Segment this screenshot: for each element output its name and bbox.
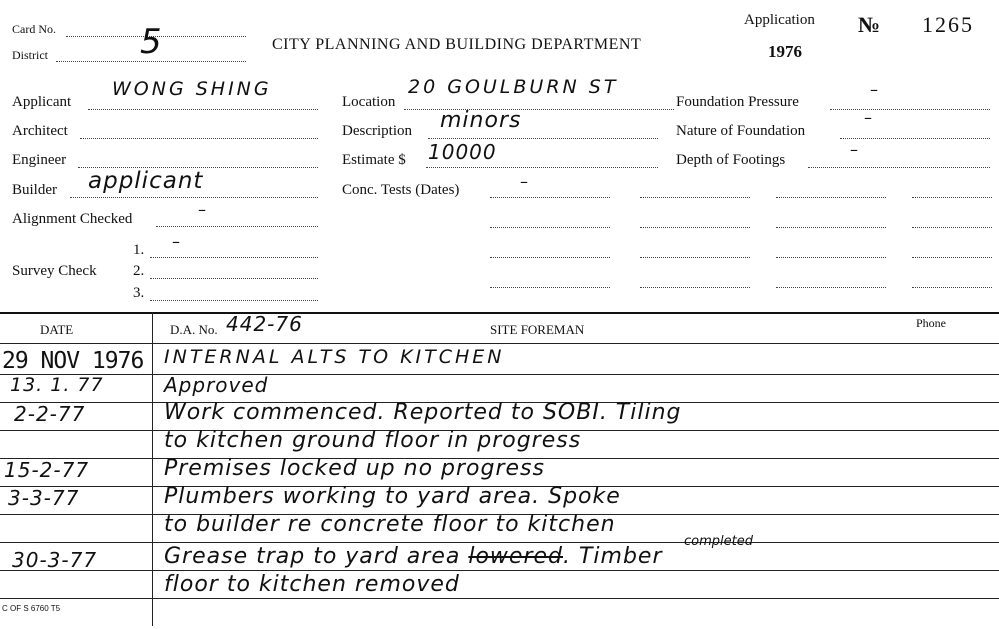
date-header: DATE — [40, 322, 74, 337]
log-text-5: Plumbers working to yard area. Spoke — [164, 484, 621, 509]
log-text-2: Work commenced. Reported to SOBI. Tiling — [164, 400, 682, 425]
nature-foundation-label: Nature of Foundation — [676, 123, 806, 139]
depth-footings-line — [808, 167, 990, 168]
date-column-divider — [152, 312, 153, 626]
grid-line — [490, 257, 610, 258]
grid-line — [912, 227, 992, 228]
engineer-label: Engineer — [12, 152, 67, 168]
log-date-7: 30-3-77 — [12, 548, 98, 572]
log-text-7-after: . Timber — [563, 544, 663, 569]
survey-2-label: 2. — [133, 263, 145, 279]
log-text-3: to kitchen ground floor in progress — [164, 428, 582, 453]
log-text-7-struck: lowered — [468, 544, 563, 569]
site-foreman-header: SITE FOREMAN — [490, 322, 585, 337]
applicant-value: WONG SHING — [112, 78, 272, 100]
log-text-1: Approved — [164, 373, 269, 397]
builder-line — [70, 197, 318, 198]
department-title: CITY PLANNING AND BUILDING DEPARTMENT — [272, 36, 642, 53]
applicant-label: Applicant — [12, 94, 72, 110]
log-text-4: Premises locked up no progress — [164, 456, 545, 481]
application-year: 1976 — [768, 42, 802, 61]
estimate-label: Estimate $ — [342, 152, 406, 168]
grid-line — [776, 227, 886, 228]
log-date-1: 13. 1. 77 — [10, 374, 104, 396]
form-code: C OF S 6760 T5 — [2, 604, 61, 613]
grid-line — [640, 197, 750, 198]
number-symbol: № — [858, 12, 881, 37]
location-value: 20 GOULBURN ST — [408, 76, 619, 98]
survey-2-line — [150, 278, 318, 279]
grid-line — [640, 287, 750, 288]
log-text-8: floor to kitchen removed — [164, 572, 460, 597]
log-text-7-wrap — [164, 544, 663, 569]
grid-line — [912, 197, 992, 198]
phone-header: Phone — [916, 316, 946, 330]
grid-line — [490, 227, 610, 228]
da-value: 442-76 — [226, 312, 303, 336]
alignment-line — [156, 226, 318, 227]
survey-1-label: 1. — [133, 242, 145, 258]
grid-line — [640, 227, 750, 228]
survey-label: Survey Check — [12, 263, 97, 279]
description-label: Description — [342, 123, 412, 139]
survey-1-line — [150, 257, 318, 258]
survey-3-label: 3. — [133, 285, 145, 301]
log-date-5: 3-3-77 — [8, 486, 80, 510]
conc-tests-label: Conc. Tests (Dates) — [342, 182, 460, 198]
depth-footings-label: Depth of Footings — [676, 152, 786, 168]
location-label: Location — [342, 94, 396, 110]
log-text-7-insert: completed — [684, 534, 753, 549]
grid-line — [640, 257, 750, 258]
foundation-pressure-value: – — [870, 80, 879, 99]
log-date-2: 2-2-77 — [14, 402, 86, 426]
builder-value: applicant — [88, 168, 204, 194]
log-text-0: INTERNAL ALTS TO KITCHEN — [164, 346, 505, 368]
nature-foundation-line — [840, 138, 990, 139]
description-value: minors — [440, 108, 522, 133]
grid-line — [912, 257, 992, 258]
grid-line — [912, 287, 992, 288]
log-text-6: to builder re concrete floor to kitchen — [164, 512, 616, 537]
applicant-line — [88, 109, 318, 110]
table-row-line — [0, 374, 999, 375]
log-date-4: 15-2-77 — [4, 458, 90, 482]
application-number: 1265 — [922, 12, 974, 37]
table-row-line — [0, 598, 999, 599]
survey-1-value: – — [172, 232, 181, 251]
conc-tests-line-1 — [490, 197, 610, 198]
table-top-border — [0, 312, 999, 314]
architect-label: Architect — [12, 123, 68, 139]
grid-line — [490, 287, 610, 288]
alignment-label: Alignment Checked — [12, 211, 133, 227]
estimate-value: 10000 — [428, 140, 497, 164]
grid-line — [776, 287, 886, 288]
table-row-line — [0, 570, 999, 571]
da-label: D.A. No. — [170, 322, 218, 337]
district-label: District — [12, 48, 48, 62]
log-date-0: 29 NOV 1976 — [2, 348, 144, 374]
survey-3-line — [150, 300, 318, 301]
description-line — [428, 138, 658, 139]
depth-footings-value: – — [850, 140, 859, 159]
table-header-border — [0, 343, 999, 344]
foundation-pressure-label: Foundation Pressure — [676, 94, 799, 110]
estimate-line — [426, 167, 658, 168]
district-value: 5 — [140, 22, 163, 62]
nature-foundation-value: – — [864, 108, 873, 127]
builder-label: Builder — [12, 182, 57, 198]
foundation-pressure-line — [830, 109, 990, 110]
conc-tests-value: – — [520, 172, 529, 191]
application-label: Application — [744, 12, 815, 28]
table-row-line — [0, 542, 999, 543]
grid-line — [776, 197, 886, 198]
log-text-7: Grease trap to yard area — [164, 544, 461, 569]
architect-line — [80, 138, 318, 139]
alignment-value: – — [198, 200, 207, 219]
card-no-label: Card No. — [12, 22, 56, 36]
grid-line — [776, 257, 886, 258]
